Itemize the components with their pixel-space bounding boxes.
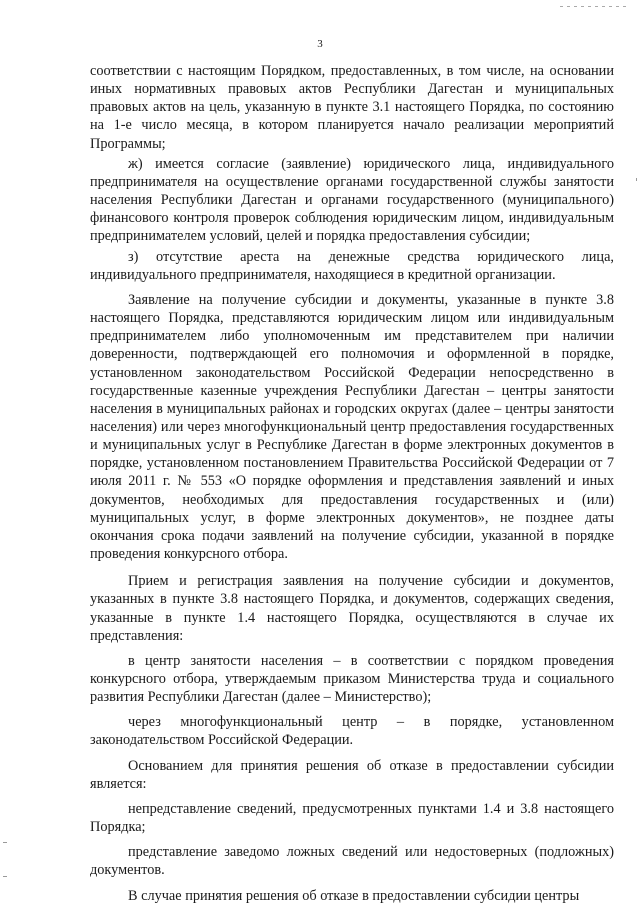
paragraph-non-submission: непредставление сведений, предусмотренных пунктами 1.4 и 3.8 настоящего Порядка; [90,800,614,836]
scan-artifact-top-right [560,6,630,7]
paragraph-item-zh: ж) имеется согласие (заявление) юридического лица, индивидуального предпринимателя на осуществление органами государственной службы занятости населения Республики Дагестан и органами государственного (муниципального) финансового контроля проверок соблюдения юридическим лицом, индивидуальным предпринимателем условий, целей и порядка предоставления субсидии; [90,155,614,245]
scan-artifact-right-margin [636,178,637,181]
document-body [90,62,614,905]
paragraph-item-z: з) отсутствие ареста на денежные средства юридического лица, индивидуального предпринимателя, находящиеся в кредитной организации. [90,248,614,283]
paragraph-application-submission: Заявление на получение субсидии и документы, указанные в пункте 3.8 настоящего Порядка, представляются юридическим лицом или индивидуальным предпринимателем либо уполномоченным им представителем при наличии доверенности, подтверждающей его полномочия и оформленной в порядке, установленном законодательством Российской Федерации непосредственно в государственные казенные учреждения Республики Дагестан – центры занятости населения в муниципальных районах и городских округах (далее – центры занятости населения) или через многофункциональный центр предоставления государственных и муниципальных услуг в Республике Дагестан в форме электронных документов в порядке, установленном постановлением Правительства Российской Федерации от 7 июля 2011 г. № 553 «О порядке оформления и представления заявлений и иных документов, необходимых для предоставления государственных и (или) муниципальных услуг, в форме электронных документов», не позднее даты окончания срока подачи заявлений на получение субсидии, указанной в порядке проведения конкурсного отбора. [90,291,614,563]
paragraph-refusal-grounds: Основанием для принятия решения об отказе в предоставлении субсидии является: [90,757,614,792]
scan-artifact-left-2 [3,876,7,877]
paragraph-refusal-decision: В случае принятия решения об отказе в предоставлении субсидии центры [128,887,580,904]
scan-artifact-left-1 [3,842,7,843]
page-number: 3 [317,38,323,50]
paragraph-continuation: соответствии с настоящим Порядком, предоставленных, в том числе, на основании иных нормативных правовых актов Республики Дагестан и муниципальных правовых актов на цель, указанную в пункте 3.1 настоящего Порядка, по состоянию на 1-е число месяца, в котором планируется начало реализации мероприятий Программы; [90,63,614,152]
paragraph-reception-registration: Прием и регистрация заявления на получение субсидии и документов, указанных в пункте 3.8 настоящего Порядка, и документов, содержащих сведения, указанные в пункте 1.4 настоящего Порядка, осуществляются в случае их представления: [90,573,614,644]
paragraph-employment-center: в центр занятости населения – в соответствии с порядком проведения конкурсного отбора, утверждаемым приказом Министерства труда и социального развития Республики Дагестан (далее – Министерство); [90,652,614,706]
paragraph-false-information: представление заведомо ложных сведений или недостоверных (подложных) документов. [90,844,614,879]
paragraph-multifunctional-center: через многофункциональный центр – в порядке, установленном законодательством Российской Федерации. [90,714,614,749]
